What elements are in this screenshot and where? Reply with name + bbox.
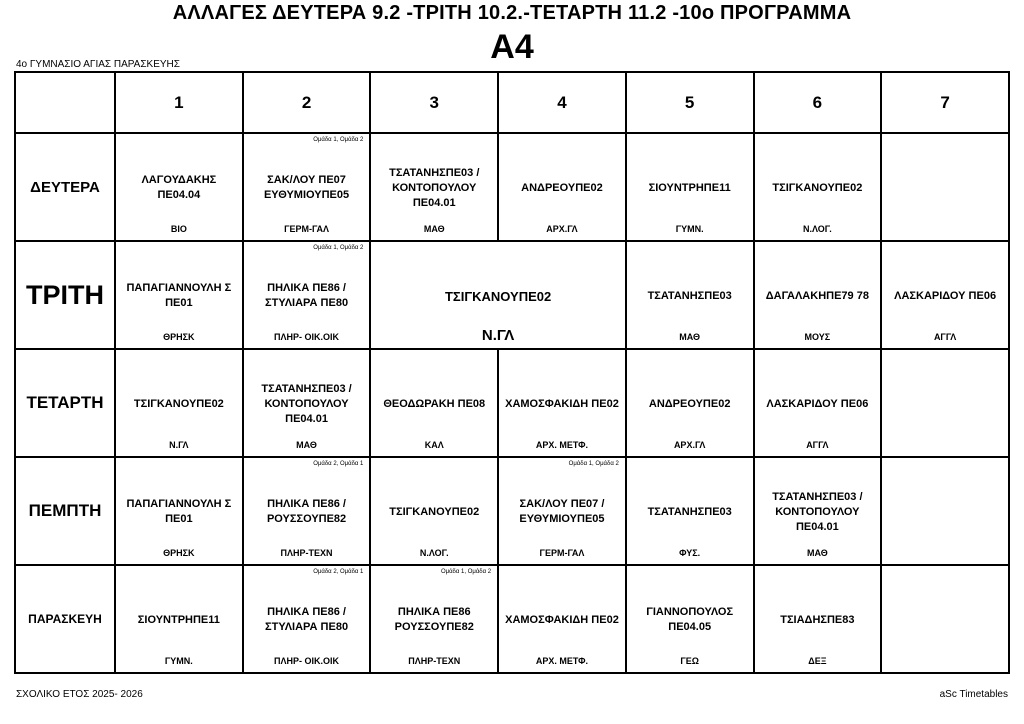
period-number: 3 <box>429 92 439 112</box>
subject-code: Ν.ΓΛ <box>169 440 189 450</box>
period-header-cell <box>881 72 1009 133</box>
period-header-cell <box>626 72 754 133</box>
lesson-cell <box>115 457 243 565</box>
subject-code: ΜΑΘ <box>423 224 445 234</box>
day-row <box>15 565 1009 673</box>
lesson <box>882 566 1008 672</box>
period-header-cell <box>498 72 626 133</box>
group-label: Ομάδα 2, Ομάδα 1 <box>313 461 364 467</box>
lesson <box>882 350 1008 456</box>
teacher-name: ΤΣΑΤΑΝΗΣΠΕ03 / ΚΟΝΤΟΠΟΥΛΟΥ ΠΕ04.01 <box>389 166 480 209</box>
lesson-cell <box>626 133 754 241</box>
subject-code: ΑΡΧ.ΓΛ <box>546 224 578 234</box>
subject-code: ΑΓΓΛ <box>806 440 829 450</box>
period-header-cell <box>370 72 498 133</box>
lesson <box>371 350 497 456</box>
lesson <box>499 458 625 564</box>
teacher-name: ΤΣΑΤΑΝΗΣΠΕ03 <box>647 289 732 302</box>
lesson <box>627 242 753 348</box>
day-name: ΠΕΜΠΤΗ <box>28 501 102 520</box>
day-cell <box>15 133 115 241</box>
lesson <box>244 242 370 348</box>
lesson-cell <box>370 565 498 673</box>
teacher-name: ΧΑΜΟΣΦΑΚΙΔΗ ΠΕ02 <box>505 613 619 626</box>
lesson <box>755 242 881 348</box>
subject-code: ΚΑΛ <box>424 440 444 450</box>
subject-code: ΓΕΩ <box>680 656 699 666</box>
subject-code: ΜΑΘ <box>679 332 701 342</box>
day-cell <box>15 349 115 457</box>
subject-code: ΜΟΥΣ <box>804 332 831 342</box>
period-header-cell <box>115 72 243 133</box>
lesson-cell <box>115 241 243 349</box>
subject-code: ΑΡΧ. ΜΕΤΦ. <box>535 440 589 450</box>
lesson-cell <box>243 241 371 349</box>
subject-code: Ν.ΓΛ <box>481 327 515 344</box>
teacher-name: ΠΑΠΑΓΙΑΝΝΟΥΛΗ Σ ΠΕ01 <box>126 282 232 309</box>
page-title: ΑΛΛΑΓΕΣ ΔΕΥΤΕΡΑ 9.2 -ΤΡΙΤΗ 10.2.-ΤΕΤΑΡΤΗ 11.2 -10ο ΠΡΟΓΡΑΜΜΑ <box>172 2 852 24</box>
lesson <box>371 242 624 348</box>
teacher-name: ΘΕΟΔΩΡΑΚΗ ΠΕ08 <box>383 397 486 410</box>
subject-code: ΑΡΧ. ΜΕΤΦ. <box>535 656 589 666</box>
teacher-name: ΓΙΑΝΝΟΠΟΥΛΟΣ ΠΕ04.05 <box>646 606 734 633</box>
lesson-cell <box>881 241 1009 349</box>
lesson-cell <box>754 457 882 565</box>
period-number: 6 <box>812 92 823 112</box>
subject-code: ΠΛΗΡ- ΟΙΚ.ΟΙΚ <box>274 332 340 342</box>
lesson <box>371 134 497 240</box>
lesson <box>371 458 497 564</box>
subject-code: ΔΕΞ <box>808 656 827 666</box>
teacher-name: ΤΣΑΤΑΝΗΣΠΕ03 <box>647 505 732 518</box>
teacher-name: ΤΣΙΓΚΑΝΟΥΠΕ02 <box>133 397 224 410</box>
group-label: Ομάδα 1, Ομάδα 2 <box>440 569 492 575</box>
subject-code: ΘΡΗΣΚ <box>163 548 195 558</box>
lesson <box>882 242 1008 348</box>
subject-code: ΠΛΗΡ-ΤΕΧΝ <box>408 656 461 666</box>
software-brand: aSc Timetables <box>939 689 1008 700</box>
lesson-cell <box>370 349 498 457</box>
day-row <box>15 457 1009 565</box>
day-cell <box>15 241 115 349</box>
subject-code: ΑΓΓΛ <box>933 332 957 342</box>
lesson-cell <box>754 133 882 241</box>
lesson <box>499 350 625 456</box>
lesson-cell <box>754 241 882 349</box>
teacher-name: ΣΙΟΥΝΤΡΗΠΕ11 <box>137 613 220 626</box>
lesson-cell <box>626 457 754 565</box>
lesson <box>882 134 1008 240</box>
subject-code: ΦΥΣ. <box>679 548 701 558</box>
group-label: Ομάδα 1, Ομάδα 2 <box>313 245 364 251</box>
day-row <box>15 133 1009 241</box>
lesson <box>116 242 242 348</box>
teacher-name: ΣΑΚ/ΛΟΥ ΠΕ07 / ΕΥΘΥΜΙΟΥΠΕ05 <box>519 498 605 525</box>
lesson <box>755 566 881 672</box>
lesson-cell <box>498 133 626 241</box>
lesson-cell <box>115 349 243 457</box>
class-name: Α4 <box>490 28 534 66</box>
lesson-cell <box>370 241 625 349</box>
teacher-name: ΤΣΑΤΑΝΗΣΠΕ03 / ΚΟΝΤΟΠΟΥΛΟΥ ΠΕ04.01 <box>261 382 352 425</box>
corner-cell <box>15 72 115 133</box>
teacher-name: ΛΑΓΟΥΔΑΚΗΣ ΠΕ04.04 <box>141 174 217 201</box>
subject-code: ΒΙΟ <box>170 224 187 234</box>
lesson-cell <box>115 565 243 673</box>
lesson <box>244 350 370 456</box>
lesson-cell <box>881 565 1009 673</box>
teacher-name: ΤΣΙΓΚΑΝΟΥΠΕ02 <box>444 288 552 304</box>
header-row <box>15 72 1009 133</box>
teacher-name: ΠΗΛΙΚΑ ΠΕ86 ΡΟΥΣΣΟΥΠΕ82 <box>394 606 474 633</box>
subject-code: ΠΛΗΡ- ΟΙΚ.ΟΙΚ <box>274 656 340 666</box>
lesson <box>499 134 625 240</box>
subject-code: ΠΛΗΡ-ΤΕΧΝ <box>280 548 333 558</box>
teacher-name: ΠΑΠΑΓΙΑΝΝΟΥΛΗ Σ ΠΕ01 <box>126 498 232 525</box>
teacher-name: ΣΑΚ/ΛΟΥ ΠΕ07 ΕΥΘΥΜΙΟΥΠΕ05 <box>263 174 350 201</box>
subject-code: ΓΕΡΜ-ΓΑΛ <box>284 224 329 234</box>
lesson <box>627 350 753 456</box>
lesson <box>755 458 881 564</box>
teacher-name: ΛΑΣΚΑΡΙΔΟΥ ΠΕ06 <box>894 289 997 302</box>
timetable <box>14 71 1010 674</box>
day-row <box>15 349 1009 457</box>
day-cell <box>15 565 115 673</box>
subject-code: Ν.ΛΟΓ. <box>803 224 832 234</box>
teacher-name: ΠΗΛΙΚΑ ΠΕ86 / ΣΤΥΛΙΑΡΑ ΠΕ80 <box>265 606 349 633</box>
lesson <box>244 566 370 672</box>
group-label: Ομάδα 1, Ομάδα 2 <box>568 461 619 467</box>
day-name: ΠΑΡΑΣΚΕΥΗ <box>28 612 102 626</box>
subject-code: ΜΑΘ <box>296 440 317 450</box>
lesson <box>627 458 753 564</box>
period-number: 2 <box>301 92 312 112</box>
teacher-name: ΤΣΙΑΔΗΣΠΕ83 <box>780 613 855 626</box>
lesson-cell <box>370 133 498 241</box>
lesson-cell <box>498 457 626 565</box>
lesson-cell <box>881 349 1009 457</box>
period-number: 4 <box>557 92 567 112</box>
lesson <box>244 458 370 564</box>
teacher-name: ΧΑΜΟΣΦΑΚΙΔΗ ΠΕ02 <box>505 397 619 410</box>
lesson-cell <box>243 133 371 241</box>
subject-code: Ν.ΛΟΓ. <box>419 548 449 558</box>
day-name: ΔΕΥΤΕΡΑ <box>30 178 100 196</box>
teacher-name: ΑΝΔΡΕΟΥΠΕ02 <box>648 397 731 410</box>
teacher-name: ΤΣΙΓΚΑΝΟΥΠΕ02 <box>389 505 480 518</box>
lesson <box>627 134 753 240</box>
lesson <box>755 134 881 240</box>
lesson <box>882 458 1008 564</box>
day-name: ΤΕΤΑΡΤΗ <box>26 393 104 412</box>
teacher-name: ΑΝΔΡΕΟΥΠΕ02 <box>521 181 603 194</box>
period-header-cell <box>243 72 371 133</box>
period-header-cell <box>754 72 882 133</box>
lesson-cell <box>370 457 498 565</box>
lesson-cell <box>243 457 371 565</box>
lesson-cell <box>754 349 882 457</box>
lesson-cell <box>243 565 371 673</box>
teacher-name: ΠΗΛΙΚΑ ΠΕ86 / ΡΟΥΣΣΟΥΠΕ82 <box>266 498 347 525</box>
period-number: 1 <box>174 92 184 112</box>
lesson-cell <box>881 133 1009 241</box>
subject-code: ΓΥΜΝ. <box>675 224 704 234</box>
lesson-cell <box>498 565 626 673</box>
subject-code: ΓΕΡΜ-ΓΑΛ <box>539 548 585 558</box>
school-year: ΣΧΟΛΙΚΟ ΕΤΟΣ 2025- 2026 <box>16 689 143 700</box>
lesson-cell <box>626 565 754 673</box>
lesson <box>116 134 242 240</box>
lesson-cell <box>881 457 1009 565</box>
teacher-name: ΛΑΣΚΑΡΙΔΟΥ ΠΕ06 <box>766 397 869 410</box>
teacher-name: ΤΣΙΓΚΑΝΟΥΠΕ02 <box>772 181 863 194</box>
teacher-name: ΠΗΛΙΚΑ ΠΕ86 / ΣΤΥΛΙΑΡΑ ΠΕ80 <box>265 282 349 309</box>
lesson-cell <box>626 349 754 457</box>
lesson <box>116 566 242 672</box>
lesson-cell <box>115 133 243 241</box>
subject-code: ΑΡΧ.ΓΛ <box>673 440 706 450</box>
subject-code: ΘΡΗΣΚ <box>163 332 195 342</box>
lesson <box>371 566 497 672</box>
teacher-name: ΣΙΟΥΝΤΡΗΠΕ11 <box>648 181 731 194</box>
day-row <box>15 241 1009 349</box>
lesson <box>244 134 370 240</box>
subject-code: ΜΑΘ <box>806 548 828 558</box>
period-number: 5 <box>684 92 695 112</box>
lesson <box>499 566 625 672</box>
day-cell <box>15 457 115 565</box>
lesson <box>627 566 753 672</box>
lesson-cell <box>754 565 882 673</box>
period-number: 7 <box>940 92 950 112</box>
group-label: Ομάδα 2, Ομάδα 1 <box>313 569 364 575</box>
school-name: 4ο ΓΥΜΝΑΣΙΟ ΑΓΙΑΣ ΠΑΡΑΣΚΕΥΗΣ <box>16 59 180 70</box>
lesson <box>755 350 881 456</box>
day-name: ΤΡΙΤΗ <box>26 279 104 310</box>
lesson <box>116 458 242 564</box>
teacher-name: ΔΑΓΑΛΑΚΗΠΕ79 78 <box>765 289 869 302</box>
teacher-name: ΤΣΑΤΑΝΗΣΠΕ03 / ΚΟΝΤΟΠΟΥΛΟΥ ΠΕ04.01 <box>772 490 863 533</box>
lesson-cell <box>626 241 754 349</box>
group-label: Ομάδα 1, Ομάδα 2 <box>313 137 364 143</box>
subject-code: ΓΥΜΝ. <box>164 656 193 666</box>
lesson <box>116 350 242 456</box>
lesson-cell <box>243 349 371 457</box>
lesson-cell <box>498 349 626 457</box>
